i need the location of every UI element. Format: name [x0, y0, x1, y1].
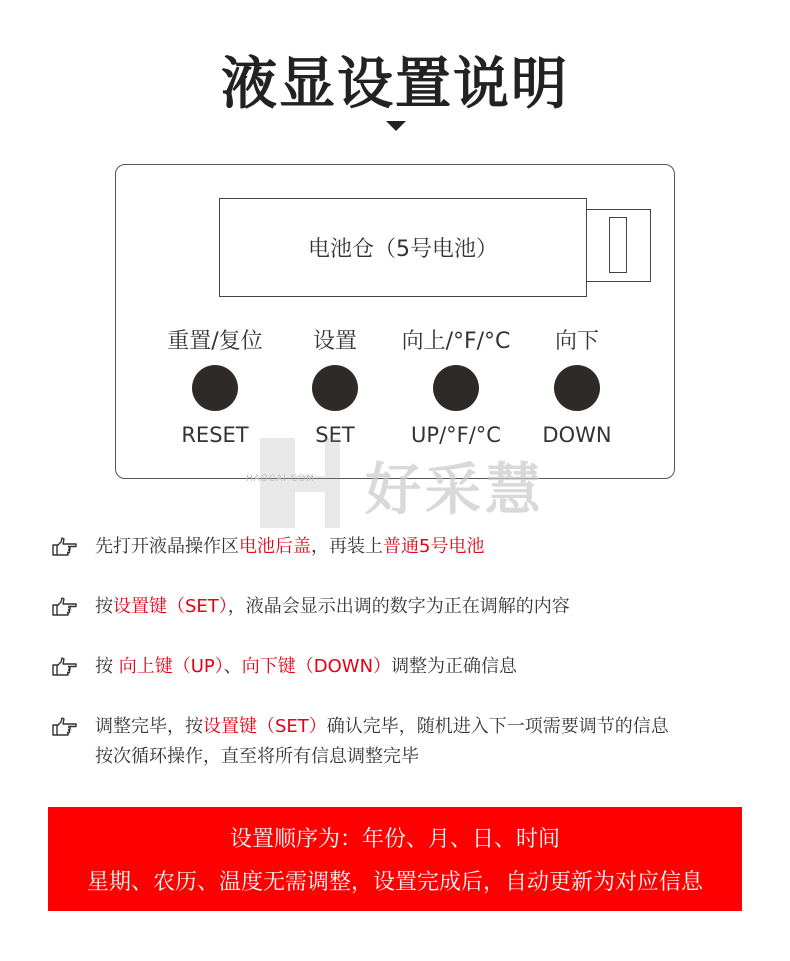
set-en-label: SET: [315, 423, 355, 447]
step-2-text: [95, 592, 570, 622]
step-1-highlight: 电池后盖: [239, 536, 311, 557]
pointing-hand-icon: [52, 717, 78, 737]
step-3-part: 按: [95, 656, 119, 677]
step-1-part: ，再装上: [311, 536, 383, 557]
step-1-text: [95, 532, 484, 562]
down-en-label: DOWN: [542, 423, 612, 447]
step-2-part: 按: [95, 596, 113, 617]
pointing-hand-icon: [52, 657, 78, 677]
step-4-text: [95, 712, 669, 742]
battery-slot: [609, 217, 627, 273]
step-3-highlight: 向下键（DOWN）: [241, 656, 392, 677]
step-3-part: 、: [223, 656, 242, 677]
battery-label: 电池仓（5号电池）: [308, 237, 498, 262]
watermark-brand: 好采慧: [365, 458, 545, 523]
pointing-hand-icon: [52, 597, 78, 617]
order-banner: [48, 807, 742, 911]
up-button[interactable]: [433, 365, 479, 411]
down-cn-label: 向下: [554, 329, 599, 354]
step-1-part: 先打开液晶操作区: [95, 536, 239, 557]
reset-en-label: RESET: [181, 423, 249, 447]
up-en-label: UP/°F/°C: [411, 423, 501, 447]
banner-line-2: 星期、农历、温度无需调整，设置完成后，自动更新为对应信息: [86, 870, 703, 895]
title-down-arrow-icon: [386, 121, 406, 131]
reset-button[interactable]: [192, 365, 238, 411]
set-button[interactable]: [312, 365, 358, 411]
step-4-line2: 按次循环操作，直至将所有信息调整完毕: [95, 746, 419, 767]
watermark-domain: HAOCAI·COM: [246, 474, 315, 484]
step-3-part: 调整为正确信息: [391, 656, 518, 677]
page-title: 液显设置说明: [221, 52, 569, 117]
step-3-text: [95, 652, 517, 682]
down-button[interactable]: [554, 365, 600, 411]
step-2-part: ，液晶会显示出调的数字为正在调解的内容: [227, 596, 570, 617]
step-1-highlight: 普通5号电池: [383, 536, 485, 557]
battery-compartment: [219, 198, 587, 297]
step-4-part: 确认完毕，随机进入下一项需要调节的信息: [326, 716, 669, 737]
step-2-highlight: 设置键（SET）: [113, 596, 228, 617]
set-cn-label: 设置: [312, 329, 357, 354]
step-4-highlight: 设置键（SET）: [203, 716, 327, 737]
up-cn-label: 向上/°F/°C: [401, 329, 511, 354]
pointing-hand-icon: [52, 537, 78, 557]
reset-cn-label: 重置/复位: [167, 329, 263, 354]
step-4-part: 调整完毕，按: [95, 716, 203, 737]
step-3-highlight: 向上键（UP）: [118, 656, 224, 677]
banner-line-1: 设置顺序为：年份、月、日、时间: [229, 827, 560, 852]
